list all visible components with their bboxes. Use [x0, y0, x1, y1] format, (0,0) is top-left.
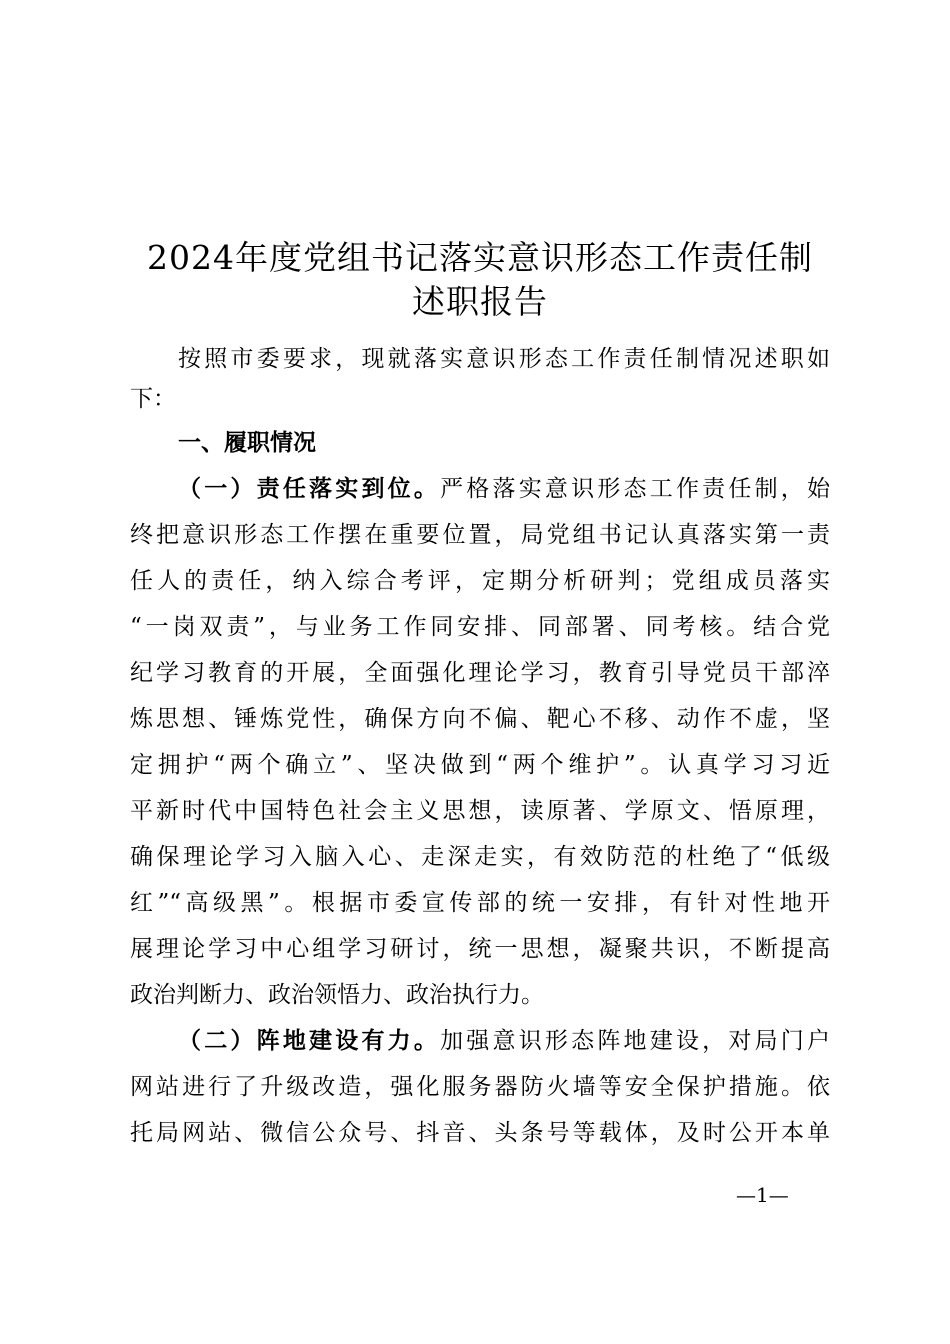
- para1-first-line: [178, 466, 830, 512]
- para1-line: 定拥护“两个确立”、坚决做到“两个维护”。认真学习习近: [130, 752, 830, 778]
- para1-line: 终把意识形态工作摆在重要位置，局党组书记认真落实第一责: [130, 522, 830, 548]
- para1-line: 任人的责任，纳入综合考评，定期分析研判；党组成员落实: [130, 568, 830, 594]
- para1-first-rest: 严格落实意识形态工作责任制，始: [440, 476, 831, 502]
- document-title-line1: 2024年度党组书记落实意识形态工作责任制: [147, 238, 813, 277]
- para1-line: “一岗双责”，与业务工作同安排、同部署、同考核。结合党: [130, 614, 830, 640]
- section1-heading: 一、履职情况: [178, 430, 316, 456]
- para1-line: 红”“高级黑”。根据市委宣传部的统一安排，有针对性地开: [130, 890, 830, 916]
- intro-line: 按照市委要求，现就落实意识形态工作责任制情况述职如: [178, 346, 830, 372]
- document-title-line2: 述职报告: [412, 282, 548, 321]
- para1-line: 政治判断力、政治领悟力、政治执行力。: [130, 982, 544, 1008]
- para2-first-rest: 加强意识形态阵地建设，对局门户: [440, 1028, 831, 1054]
- para2-line: 托局网站、微信公众号、抖音、头条号等载体，及时公开本单: [130, 1120, 830, 1146]
- para2-lead: （二）阵地建设有力。: [178, 1027, 441, 1054]
- para1-lead: （一）责任落实到位。: [178, 475, 441, 502]
- para2-line: 网站进行了升级改造，强化服务器防火墙等安全保护措施。依: [130, 1074, 830, 1100]
- para2-first-line: [178, 1018, 830, 1064]
- para1-line: 确保理论学习入脑入心、走深走实，有效防范的杜绝了“低级: [130, 844, 830, 870]
- para1-line: 平新时代中国特色社会主义思想，读原著、学原文、悟原理，: [130, 798, 830, 824]
- para1-line: 炼思想、锤炼党性，确保方向不偏、靶心不移、动作不虚，坚: [130, 706, 830, 732]
- intro-line: 下：: [130, 386, 176, 412]
- para1-line: 纪学习教育的开展，全面强化理论学习，教育引导党员干部淬: [130, 660, 830, 686]
- para1-line: 展理论学习中心组学习研讨，统一思想，凝聚共识，不断提高: [130, 936, 830, 962]
- page-number: —1—: [736, 1183, 789, 1207]
